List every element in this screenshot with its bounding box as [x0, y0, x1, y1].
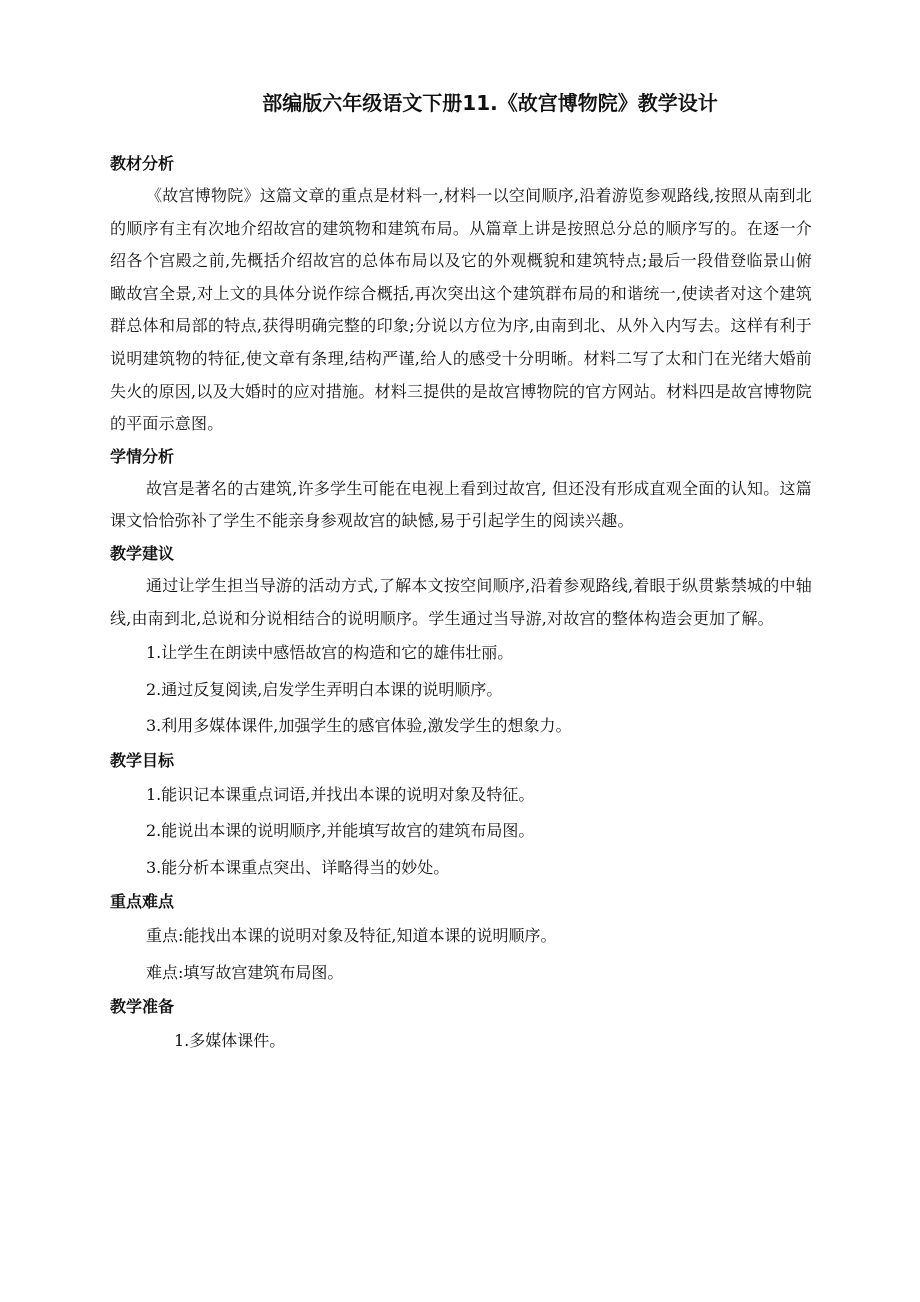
section-heading: 重点难点	[110, 892, 175, 912]
section-heading: 教材分析	[110, 154, 175, 173]
list-item: 2.通过反复阅读,启发学生弄明白本课的说明顺序。	[146, 679, 503, 699]
list-item: 3.利用多媒体课件,加强学生的感官体验,激发学生的想象力。	[146, 716, 572, 736]
section-student-analysis	[110, 441, 812, 538]
section-teaching-suggestions	[110, 538, 812, 745]
section-preparation	[110, 991, 812, 1060]
list-item: 1.让学生在朗读中感悟故宫的构造和它的雄伟壮丽。	[146, 643, 514, 663]
section-heading: 教学建议	[110, 543, 175, 563]
list-item: 1.多媒体课件。	[174, 1031, 286, 1051]
list-item: 3.能分析本课重点突出、详略得当的妙处。	[146, 857, 450, 877]
section-textbook-analysis	[110, 148, 812, 441]
section-paragraph: 通过让学生担当导游的活动方式,了解本文按空间顺序,沿着参观路线,着眼于纵贯紫禁城的中轴线,由南到北,总说和分说相结合的说明顺序。学生通过当导游,对故宫的整体构造会更加了解。	[110, 575, 812, 628]
list-item: 2.能说出本课的说明顺序,并能填写故宫的建筑布局图。	[146, 821, 535, 841]
document-body	[110, 148, 812, 1060]
section-teaching-goals	[110, 745, 812, 887]
document-title: 部编版六年级语文下册11.《故宫博物院》教学设计	[262, 91, 718, 115]
section-key-points	[110, 886, 812, 991]
list-item: 1.能识记本课重点词语,并找出本课的说明对象及特征。	[146, 784, 535, 804]
section-heading: 教学准备	[110, 997, 175, 1017]
section-paragraph: 故宫是著名的古建筑,许多学生可能在电视上看到过故宫, 但还没有形成直观全面的认知。这篇课文恰恰弥补了学生不能亲身参观故宫的缺憾,易于引起学生的阅读兴趣。	[110, 478, 812, 531]
section-heading: 教学目标	[110, 750, 175, 770]
list-item: 难点:填写故宫建筑布局图。	[146, 962, 344, 982]
section-paragraph: 《故宫博物院》这篇文章的重点是材料一,材料一以空间顺序,沿着游览参观路线,按照从南到北的顺序有主有次地介绍故宫的建筑物和建筑布局。从篇章上讲是按照总分总的顺序写的。在逐一介绍各个宫殿之前,先概括介绍故宫的总体布局以及它的外观概貌和建筑特点;最后一段借登临景山俯瞰故宫全景,对上文的具体分说作综合概括,再次突出这个建筑群布局的和谐统一,使读者对这个建筑群总体和局部的特点,获得明确完整的印象;分说以方位为序,由南到北、从外入内写去。这样有利于说明建筑物的特征,使文章有条理,结构严谨,给人的感受十分明晰。材料二写了太和门在光绪大婚前失火的原因,以及大婚时的应对措施。材料三提供的是故宫博物院的官方网站。材料四是故宫博物院的平面示意图。	[110, 186, 812, 434]
list-item: 重点:能找出本课的说明对象及特征,知道本课的说明顺序。	[146, 926, 557, 946]
section-heading: 学情分析	[110, 446, 175, 466]
